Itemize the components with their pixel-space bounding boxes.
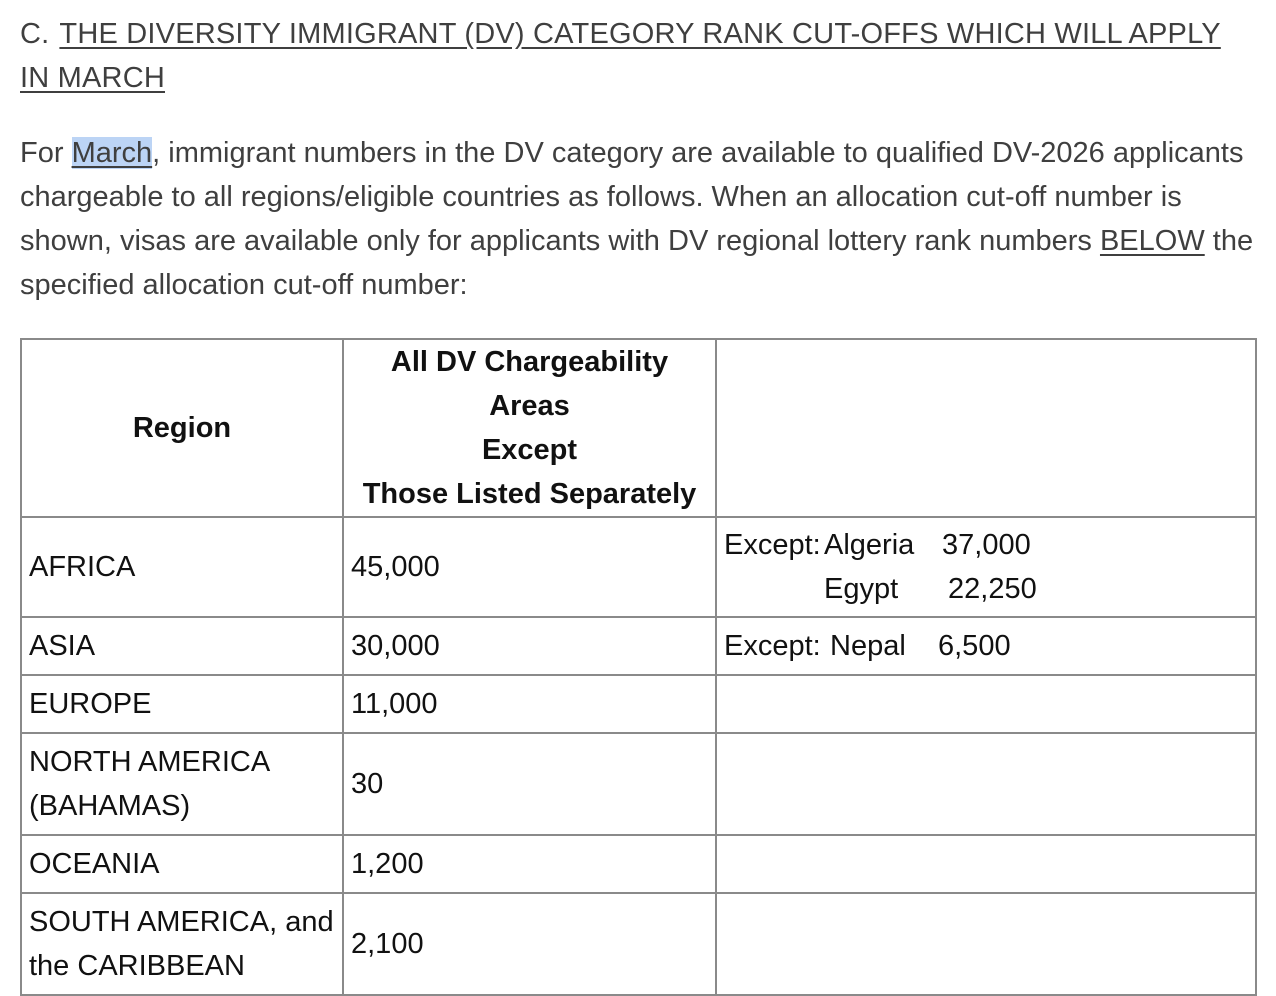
table-row [21,835,1256,893]
cutoff-cell: 11,000 [343,675,716,733]
region-cell: AFRICA [21,517,343,617]
exception-line [724,624,1248,668]
region-cell: SOUTH AMERICA, and the CARIBBEAN [21,893,343,995]
region-cell: EUROPE [21,675,343,733]
intro-text-part2: , immigrant numbers in the DV category are available to qualified DV-2026 applicants chargeable to all regions/eligible countries as follows. When an allocation cut-off number is shown, visas are available only for applicants with DV regional lottery rank numbers [20,137,1244,257]
table-row [21,517,1256,617]
exception-line [724,523,1248,567]
cutoff-cell: 45,000 [343,517,716,617]
cutoff-cell: 2,100 [343,893,716,995]
region-cell: OCEANIA [21,835,343,893]
table-row [21,617,1256,675]
cutoff-cell: 30,000 [343,617,716,675]
exception-country: Egypt [824,573,899,605]
region-cell: ASIA [21,617,343,675]
header-all-areas-line3: Those Listed Separately [362,478,697,510]
intro-paragraph [20,131,1256,307]
table-row [21,675,1256,733]
cutoff-cell: 30 [343,733,716,835]
section-heading [20,12,1250,100]
section-prefix: C. [20,18,50,50]
exceptions-cell [716,835,1256,893]
exceptions-cell [716,617,1256,675]
cutoff-cell: 1,200 [343,835,716,893]
intro-text-part1: For [20,137,72,169]
exception-value: 37,000 [942,529,1031,561]
header-all-areas-line2: Except [481,434,578,466]
exceptions-cell [716,517,1256,617]
header-region: Region [21,339,343,517]
exception-label: Except: [724,529,821,561]
exceptions-cell [716,675,1256,733]
table-row [21,733,1256,835]
exceptions-cell [716,733,1256,835]
exception-value: 22,250 [948,573,1037,605]
exceptions-cell [716,893,1256,995]
header-all-areas-line1: All DV Chargeability Areas [390,346,669,422]
header-all-areas [343,339,716,517]
exception-country: Algeria [824,529,915,561]
intro-emphasis-below: BELOW [1099,225,1205,257]
exception-label: Except: [724,630,821,662]
exception-value: 6,500 [938,630,1011,662]
dv-cutoff-table [20,338,1257,996]
selected-text-march[interactable]: March [71,137,153,169]
exception-label [724,567,824,611]
region-cell: NORTH AMERICA (BAHAMAS) [21,733,343,835]
header-exceptions [716,339,1256,517]
exception-line [724,567,1248,611]
table-header-row [21,339,1256,517]
table-row [21,893,1256,995]
section-title: THE DIVERSITY IMMIGRANT (DV) CATEGORY RANK CUT-OFFS WHICH WILL APPLY IN MARCH [20,18,1221,94]
exception-country: Nepal [830,630,906,662]
intro-text-part3: the specified allocation cut-off number: [20,225,1254,301]
